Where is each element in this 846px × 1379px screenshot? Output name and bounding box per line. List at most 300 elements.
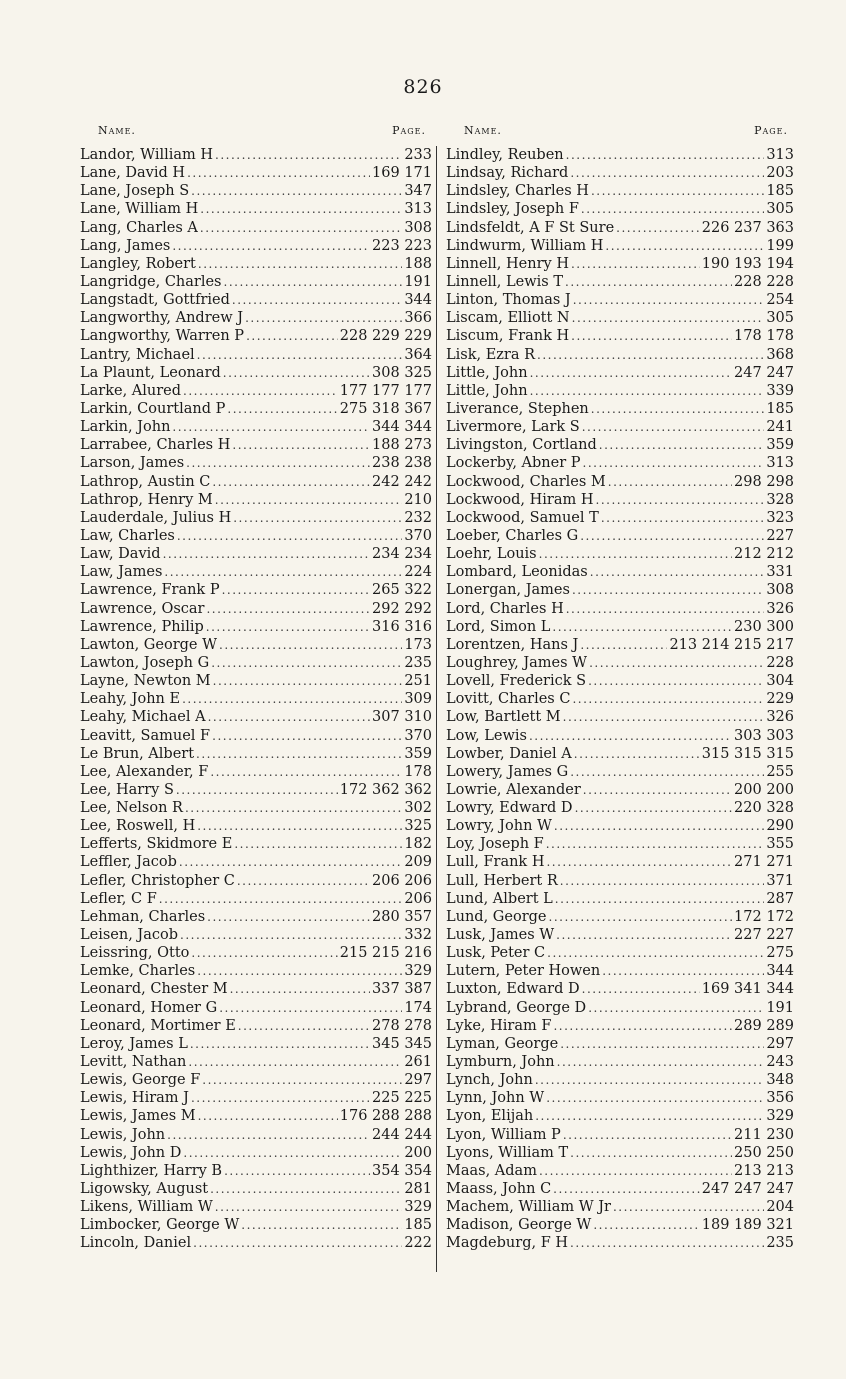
index-entry — [80, 309, 432, 327]
index-entry — [80, 781, 432, 799]
entry-pages: 191 — [404, 273, 432, 290]
leader-dots — [537, 346, 764, 364]
index-entry — [80, 853, 432, 871]
entry-pages: 188 — [404, 255, 432, 272]
entry-pages: 308 325 — [372, 364, 432, 381]
leader-dots — [215, 1198, 403, 1216]
index-entry — [80, 382, 432, 400]
entry-pages: 370 — [404, 727, 432, 744]
leader-dots — [602, 962, 764, 980]
entry-pages: 172 362 362 — [339, 781, 432, 798]
index-entry — [80, 926, 432, 944]
entry-name: Lewis, John — [80, 1126, 166, 1143]
leader-dots — [570, 1234, 764, 1252]
index-entry — [80, 581, 432, 599]
entry-name: Lefferts, Skidmore E — [80, 836, 233, 853]
entry-pages: 238 238 — [372, 455, 432, 472]
entry-name: Leahy, Michael A — [80, 709, 206, 726]
leader-dots — [191, 944, 337, 962]
entry-pages: 290 — [766, 818, 794, 835]
index-entry — [446, 908, 794, 926]
entry-pages: 337 387 — [372, 981, 432, 998]
entry-pages: 313 — [766, 147, 794, 163]
entry-pages: 271 271 — [734, 854, 794, 871]
leader-dots — [179, 853, 402, 871]
entry-pages: 356 — [766, 1090, 794, 1107]
entry-name: Layne, Newton M — [80, 673, 211, 690]
leader-dots — [180, 926, 402, 944]
leader-dots — [539, 545, 732, 563]
leader-dots — [241, 1216, 402, 1234]
index-entry — [446, 200, 794, 218]
entry-pages: 354 354 — [372, 1162, 432, 1179]
index-entry — [80, 654, 432, 672]
leader-dots — [570, 164, 764, 182]
leader-dots — [572, 581, 764, 599]
index-entry — [446, 1107, 794, 1125]
leader-dots — [176, 781, 338, 799]
entry-name: Lewis, Hiram J — [80, 1090, 189, 1107]
entry-pages: 368 — [766, 346, 794, 363]
entry-name: Lowry, Edward D — [446, 800, 573, 817]
entry-name: Law, James — [80, 564, 163, 581]
entry-name: Lane, William H — [80, 201, 199, 218]
entry-name: Low, Bartlett M — [446, 709, 561, 726]
leader-dots — [535, 1107, 764, 1125]
leader-dots — [212, 473, 370, 491]
column-header — [80, 124, 432, 146]
entry-pages: 254 — [766, 292, 794, 309]
entry-name: Leisen, Jacob — [80, 927, 179, 944]
index-entry — [80, 327, 432, 345]
entry-name: Lull, Herbert R — [446, 872, 558, 889]
leader-dots — [546, 853, 732, 871]
index-entry — [80, 454, 432, 472]
entry-pages: 247 247 — [734, 364, 794, 381]
entry-pages: 178 178 — [734, 328, 794, 345]
index-entry — [80, 708, 432, 726]
entry-pages: 278 278 — [372, 1017, 432, 1034]
leader-dots — [555, 890, 765, 908]
entry-name: Livingston, Cortland — [446, 437, 597, 454]
leader-dots — [188, 1053, 402, 1071]
leader-dots — [224, 1162, 370, 1180]
leader-dots — [182, 690, 402, 708]
entry-name: Lewis, George F — [80, 1072, 201, 1089]
index-entry — [446, 980, 794, 998]
entry-pages: 215 215 216 — [339, 945, 432, 962]
entry-name: Lindwurm, William H — [446, 237, 604, 254]
leader-dots — [224, 273, 403, 291]
index-entry — [446, 763, 794, 781]
index-entry — [446, 1089, 794, 1107]
entry-name: Lovell, Frederick S — [446, 673, 587, 690]
entry-name: Lockerby, Abner P — [446, 455, 581, 472]
entry-pages: 247 247 247 — [701, 1181, 794, 1198]
entry-pages: 174 — [404, 999, 432, 1016]
entry-pages: 243 — [766, 1054, 794, 1071]
entry-pages: 323 — [766, 509, 794, 526]
index-entry — [80, 600, 432, 618]
index-entry — [80, 255, 432, 273]
index-entry — [446, 491, 794, 509]
leader-dots — [197, 817, 402, 835]
entry-pages: 227 — [766, 527, 794, 544]
entry-name: Livermore, Lark S — [446, 419, 580, 436]
index-entry — [446, 545, 794, 563]
index-entry — [80, 219, 432, 237]
index-entry — [446, 237, 794, 255]
entry-name: Larkin, John — [80, 419, 171, 436]
page-number: 826 — [403, 76, 443, 98]
entry-name: Leonard, Homer G — [80, 999, 218, 1016]
leader-dots — [581, 200, 764, 218]
index-entry — [446, 418, 794, 436]
entry-name: Lynch, John — [446, 1072, 533, 1089]
entry-pages: 188 273 — [372, 437, 432, 454]
entry-pages: 200 200 — [734, 781, 794, 798]
entry-name: Lovitt, Charles C — [446, 691, 571, 708]
leader-dots — [191, 1089, 370, 1107]
index-entry — [446, 1126, 794, 1144]
entry-name: Langridge, Charles — [80, 273, 222, 290]
entry-name: Lynn, John W — [446, 1090, 545, 1107]
index-entry — [446, 309, 794, 327]
entry-name: Lane, Joseph S — [80, 183, 190, 200]
entry-pages: 251 — [404, 673, 432, 690]
entry-name: Lyke, Hiram F — [446, 1017, 552, 1034]
entry-pages: 209 — [404, 854, 432, 871]
index-entry — [80, 237, 432, 255]
leader-dots — [185, 799, 402, 817]
entry-name: Lyon, William P — [446, 1126, 561, 1143]
index-entry — [446, 255, 794, 273]
entry-pages: 305 — [766, 201, 794, 218]
leader-dots — [553, 1180, 700, 1198]
index-entry — [80, 146, 432, 164]
index-entry — [80, 1107, 432, 1125]
entry-pages: 228 — [766, 654, 794, 671]
entry-name: Lincoln, Daniel — [80, 1235, 192, 1252]
entry-pages: 307 310 — [372, 709, 432, 726]
entry-pages: 224 — [404, 564, 432, 581]
name-header: Name. — [464, 124, 502, 137]
leader-dots — [530, 364, 732, 382]
entry-name: Law, David — [80, 546, 161, 563]
leader-dots — [563, 1126, 732, 1144]
index-entry — [446, 890, 794, 908]
index-entry — [80, 200, 432, 218]
index-entry — [446, 182, 794, 200]
entry-name: Little, John — [446, 382, 528, 399]
entry-name: Lockwood, Samuel T — [446, 509, 599, 526]
entry-name: Limbocker, George W — [80, 1217, 240, 1234]
leader-dots — [183, 1144, 402, 1162]
index-entry — [446, 926, 794, 944]
entry-pages: 344 344 — [372, 419, 432, 436]
leader-dots — [591, 400, 765, 418]
entry-name: Lyons, William T — [446, 1144, 569, 1161]
entry-pages: 329 — [766, 1108, 794, 1125]
entry-pages: 297 — [766, 1035, 794, 1052]
entry-pages: 228 228 — [734, 273, 794, 290]
entry-name: Lindsley, Charles H — [446, 183, 589, 200]
entry-name: Lathrop, Henry M — [80, 491, 213, 508]
leader-dots — [177, 527, 402, 545]
leader-dots — [583, 454, 765, 472]
index-entry — [446, 327, 794, 345]
leader-dots — [616, 219, 700, 237]
leader-dots — [206, 600, 370, 618]
entry-name: Lisk, Ezra R — [446, 346, 536, 363]
index-entry — [80, 745, 432, 763]
leader-dots — [237, 872, 370, 890]
entry-pages: 287 — [766, 890, 794, 907]
entry-name: Langley, Robert — [80, 255, 196, 272]
entry-pages: 344 — [404, 292, 432, 309]
index-entry — [446, 872, 794, 890]
index-entry — [446, 454, 794, 472]
entry-pages: 355 — [766, 836, 794, 853]
leader-dots — [219, 636, 402, 654]
entry-pages: 213 213 — [734, 1162, 794, 1179]
entry-name: Lowery, James G — [446, 763, 569, 780]
entry-name: Lee, Alexander, F — [80, 763, 209, 780]
index-entry — [446, 835, 794, 853]
entry-pages: 227 227 — [734, 927, 794, 944]
entry-list-left — [80, 146, 432, 1253]
entry-name: Luxton, Edward D — [446, 981, 580, 998]
leader-dots — [198, 255, 402, 273]
entry-pages: 261 — [404, 1054, 432, 1071]
entry-name: Lockwood, Hiram H — [446, 491, 594, 508]
index-entry — [446, 1234, 794, 1252]
leader-dots — [583, 781, 732, 799]
entry-pages: 304 — [766, 673, 794, 690]
leader-dots — [546, 1089, 764, 1107]
entry-pages: 344 — [766, 963, 794, 980]
entry-name: Lorentzen, Hans J — [446, 636, 579, 653]
leader-dots — [571, 255, 700, 273]
index-entry — [446, 1053, 794, 1071]
entry-pages: 176 288 288 — [339, 1108, 432, 1125]
leader-dots — [565, 273, 732, 291]
entry-name: Linnell, Henry H — [446, 255, 569, 272]
leader-dots — [210, 763, 402, 781]
entry-name: Lefler, Christopher C — [80, 872, 235, 889]
leader-dots — [222, 581, 370, 599]
index-entry — [446, 690, 794, 708]
leader-dots — [591, 182, 764, 200]
entry-pages: 339 — [766, 382, 794, 399]
leader-dots — [588, 672, 764, 690]
leader-dots — [163, 545, 370, 563]
index-entry — [80, 1216, 432, 1234]
entry-name: Langworthy, Andrew J — [80, 310, 244, 327]
entry-name: Leroy, James L — [80, 1035, 188, 1052]
index-entry — [80, 980, 432, 998]
entry-name: Lawrence, Frank P — [80, 582, 220, 599]
entry-name: Lull, Frank H — [446, 854, 545, 871]
leader-dots — [566, 146, 765, 164]
leader-dots — [212, 727, 402, 745]
entry-pages: 255 — [766, 763, 794, 780]
entry-name: Lombard, Leonidas — [446, 564, 588, 581]
leader-dots — [208, 708, 370, 726]
leader-dots — [210, 1180, 402, 1198]
entry-pages: 326 — [766, 600, 794, 617]
leader-dots — [580, 636, 667, 654]
entry-pages: 313 — [404, 201, 432, 218]
leader-dots — [215, 146, 402, 164]
leader-dots — [232, 291, 402, 309]
index-entry — [80, 1180, 432, 1198]
entry-pages: 203 — [766, 165, 794, 182]
leader-dots — [572, 309, 765, 327]
entry-pages: 359 — [404, 745, 432, 762]
entry-pages: 289 289 — [734, 1017, 794, 1034]
entry-pages: 329 — [404, 1199, 432, 1216]
leader-dots — [575, 799, 732, 817]
entry-pages: 298 298 — [734, 473, 794, 490]
entry-pages: 213 214 215 217 — [669, 636, 794, 653]
entry-pages: 169 171 — [372, 165, 432, 182]
entry-name: Lockwood, Charles M — [446, 473, 606, 490]
leader-dots — [582, 980, 700, 998]
entry-name: Lee, Nelson R — [80, 800, 183, 817]
entry-pages: 345 345 — [372, 1035, 432, 1052]
leader-dots — [613, 1198, 764, 1216]
entry-name: Lathrop, Austin C — [80, 473, 211, 490]
index-entry — [446, 799, 794, 817]
index-entry — [80, 563, 432, 581]
column-divider — [436, 146, 437, 1272]
index-entry — [80, 817, 432, 835]
entry-pages: 366 — [404, 310, 432, 327]
leader-dots — [186, 454, 370, 472]
leader-dots — [207, 908, 370, 926]
leader-dots — [198, 1107, 338, 1125]
index-entry — [446, 817, 794, 835]
leader-dots — [233, 509, 402, 527]
entry-pages: 200 — [404, 1144, 432, 1161]
index-entry — [80, 672, 432, 690]
entry-name: Linnell, Lewis T — [446, 273, 563, 290]
entry-name: Lane, David H — [80, 165, 186, 182]
index-entry — [80, 1126, 432, 1144]
entry-pages: 169 341 344 — [701, 981, 794, 998]
leader-dots — [557, 1053, 765, 1071]
entry-name: Lund, Albert L — [446, 890, 553, 907]
index-entry — [80, 962, 432, 980]
leader-dots — [556, 926, 732, 944]
entry-name: Lawrence, Philip — [80, 618, 204, 635]
page-header: Page. — [754, 124, 788, 137]
leader-dots — [246, 327, 338, 345]
index-entry — [446, 781, 794, 799]
entry-list-right — [446, 146, 794, 1253]
index-entry — [446, 962, 794, 980]
index-entry — [446, 708, 794, 726]
entry-pages: 206 — [404, 890, 432, 907]
entry-name: Low, Lewis — [446, 727, 527, 744]
index-entry — [446, 1017, 794, 1035]
leader-dots — [223, 364, 370, 382]
leader-dots — [200, 219, 402, 237]
entry-pages: 241 — [766, 419, 794, 436]
entry-name: Leffler, Jacob — [80, 854, 177, 871]
leader-dots — [549, 908, 733, 926]
leader-dots — [570, 1144, 732, 1162]
leader-dots — [596, 491, 765, 509]
entry-pages: 222 — [404, 1235, 432, 1252]
entry-pages: 292 292 — [372, 600, 432, 617]
entry-name: Lonergan, James — [446, 582, 570, 599]
index-entry — [80, 291, 432, 309]
entry-name: La Plaunt, Leonard — [80, 364, 221, 381]
index-entry — [446, 1144, 794, 1162]
index-entry — [446, 618, 794, 636]
index-entry — [446, 527, 794, 545]
index-entry — [80, 799, 432, 817]
entry-name: Leavitt, Samuel F — [80, 727, 211, 744]
leader-dots — [183, 382, 338, 400]
index-entry — [446, 164, 794, 182]
entry-name: Loeber, Charles G — [446, 527, 579, 544]
entry-name: Law, Charles — [80, 527, 175, 544]
entry-pages: 371 — [766, 872, 794, 889]
entry-pages: 177 177 177 — [339, 382, 432, 399]
index-entry — [80, 944, 432, 962]
leader-dots — [213, 672, 403, 690]
leader-dots — [547, 944, 764, 962]
index-entry — [80, 1198, 432, 1216]
index-entry — [446, 346, 794, 364]
entry-name: Loughrey, James W — [446, 654, 588, 671]
leader-dots — [159, 890, 403, 908]
leader-dots — [560, 1035, 764, 1053]
entry-pages: 235 — [766, 1235, 794, 1252]
index-entry — [446, 944, 794, 962]
leader-dots — [572, 690, 764, 708]
index-entry — [446, 146, 794, 164]
entry-name: Lawrence, Oscar — [80, 600, 205, 617]
entry-pages: 182 — [404, 836, 432, 853]
entry-pages: 326 — [766, 709, 794, 726]
entry-name: Lang, Charles A — [80, 219, 198, 236]
leader-dots — [560, 872, 765, 890]
leader-dots — [167, 1126, 370, 1144]
leader-dots — [202, 1071, 402, 1089]
index-entry — [446, 654, 794, 672]
index-entry — [446, 364, 794, 382]
index-entry — [80, 1053, 432, 1071]
entry-name: Lybrand, George D — [446, 999, 587, 1016]
index-entry — [446, 1198, 794, 1216]
index-entry — [80, 1017, 432, 1035]
leader-dots — [553, 1017, 732, 1035]
entry-name: Lawton, George W — [80, 636, 217, 653]
entry-name: Loy, Joseph F — [446, 836, 544, 853]
entry-name: Lang, James — [80, 237, 171, 254]
entry-pages: 234 234 — [372, 546, 432, 563]
entry-pages: 347 — [404, 183, 432, 200]
entry-pages: 235 — [404, 654, 432, 671]
leader-dots — [197, 346, 403, 364]
entry-pages: 370 — [404, 527, 432, 544]
leader-dots — [172, 418, 370, 436]
leader-dots — [245, 309, 402, 327]
